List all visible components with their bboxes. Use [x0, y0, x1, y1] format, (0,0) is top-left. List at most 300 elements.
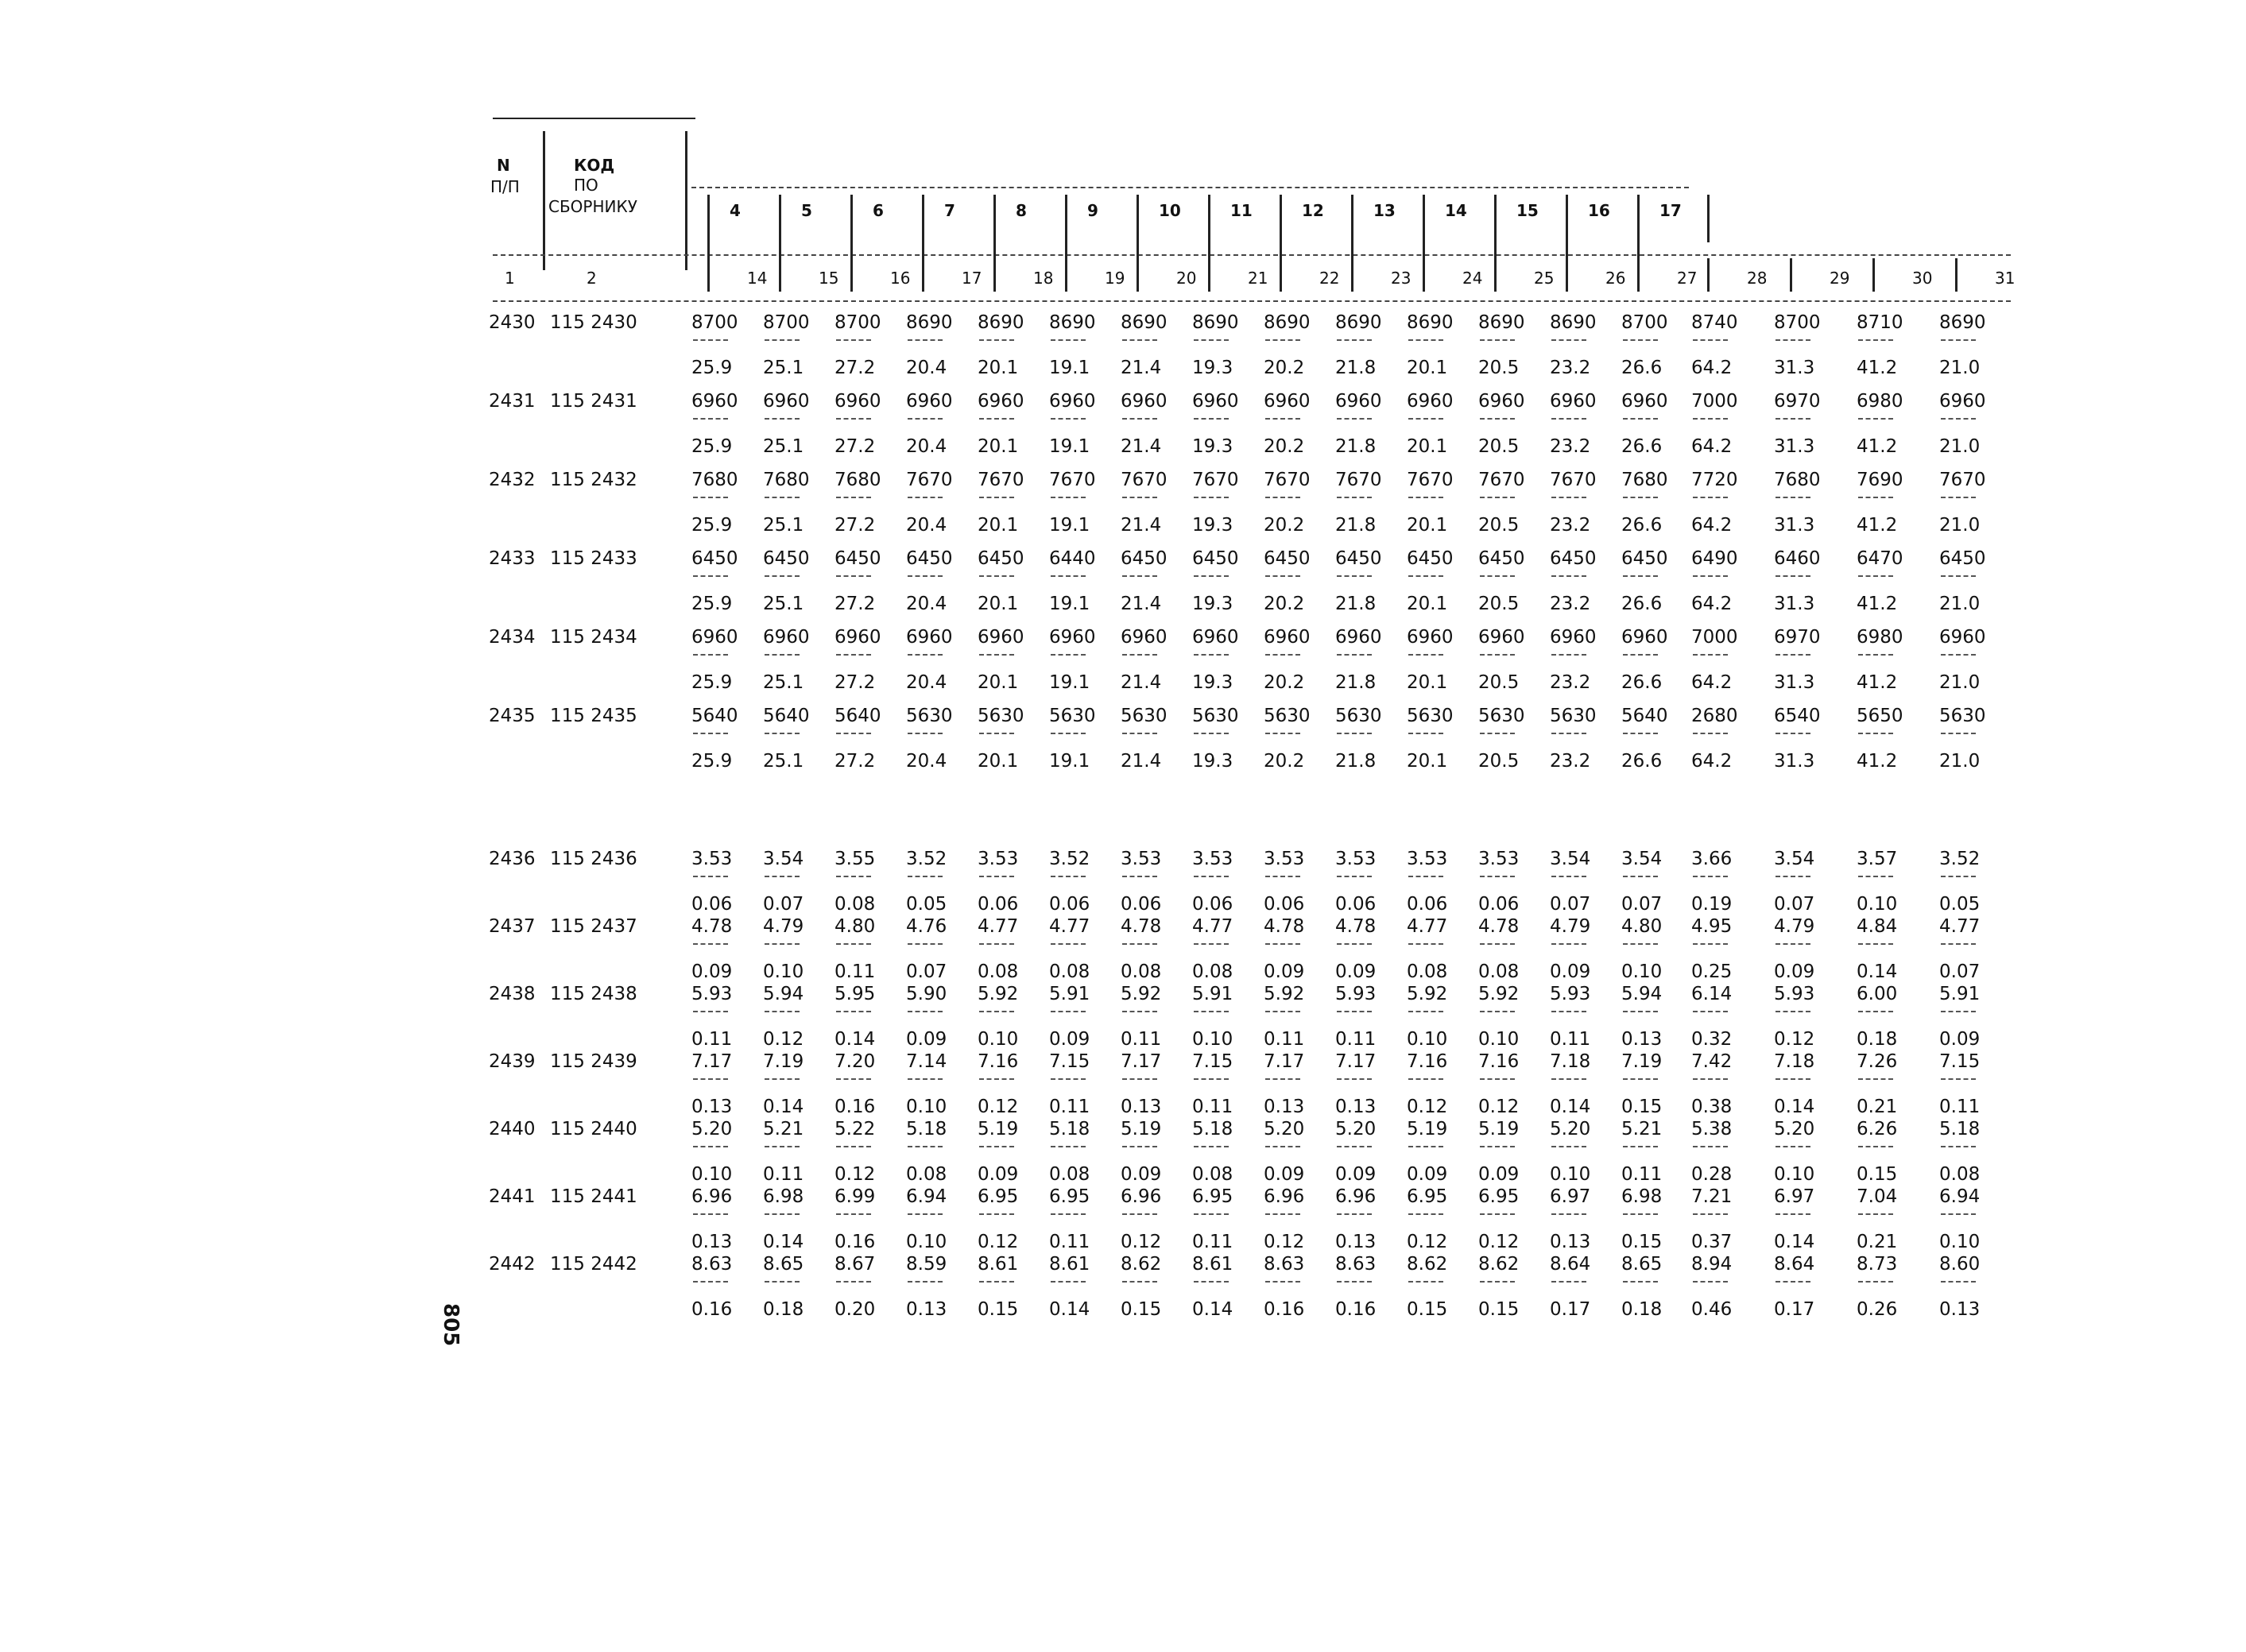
- fraction-separator: [1623, 1146, 1658, 1147]
- fraction-separator: [1480, 733, 1515, 734]
- value-cell: 3.52: [1049, 849, 1090, 869]
- header-column-number: 15: [1516, 201, 1539, 220]
- ratio-cell: 41.2: [1857, 515, 1898, 536]
- fraction-separator: [908, 497, 943, 498]
- fraction-separator: [908, 418, 943, 420]
- value-cell: 4.78: [1264, 916, 1305, 937]
- header-column-number: 1: [505, 269, 515, 288]
- ratio-cell: 25.1: [763, 436, 804, 457]
- ratio-cell: 0.08: [978, 961, 1019, 982]
- ratio-cell: 41.2: [1857, 358, 1898, 378]
- fraction-separator: [1408, 654, 1443, 656]
- ratio-cell: 27.2: [835, 594, 876, 614]
- row-number: 2437: [489, 916, 536, 937]
- fraction-separator: [836, 876, 871, 877]
- ratio-cell: 20.1: [1407, 358, 1448, 378]
- ratio-cell: 0.14: [835, 1029, 876, 1050]
- fraction-separator: [1337, 876, 1372, 877]
- ratio-cell: 0.06: [978, 894, 1019, 915]
- ratio-cell: 0.09: [1478, 1164, 1520, 1185]
- ratio-cell: 27.2: [835, 751, 876, 772]
- fraction-separator: [1408, 497, 1443, 498]
- value-cell: 5.21: [763, 1119, 804, 1139]
- ratio-cell: 0.14: [1049, 1299, 1090, 1320]
- header-dashed-rule: [691, 187, 1689, 188]
- fraction-separator: [693, 1213, 728, 1215]
- fraction-separator: [1051, 497, 1086, 498]
- value-cell: 7670: [1478, 470, 1525, 490]
- fraction-separator: [1337, 943, 1372, 945]
- value-cell: 3.53: [691, 849, 733, 869]
- value-cell: 6440: [1049, 548, 1096, 569]
- fraction-separator: [1051, 876, 1086, 877]
- value-cell: 5.92: [1121, 984, 1162, 1004]
- value-cell: 5.94: [763, 984, 804, 1004]
- ratio-cell: 20.1: [1407, 751, 1448, 772]
- value-cell: 7670: [1939, 470, 1986, 490]
- header-column-number: 5: [801, 201, 812, 220]
- fraction-separator: [1693, 339, 1728, 341]
- value-cell: 4.78: [1335, 916, 1377, 937]
- value-cell: 5.20: [1264, 1119, 1305, 1139]
- fraction-separator: [1776, 876, 1810, 877]
- value-cell: 5.38: [1691, 1119, 1733, 1139]
- ratio-cell: 25.1: [763, 515, 804, 536]
- ratio-cell: 0.10: [1478, 1029, 1520, 1050]
- value-cell: 7.42: [1691, 1051, 1733, 1072]
- ratio-cell: 0.07: [1550, 894, 1591, 915]
- ratio-cell: 0.09: [1774, 961, 1815, 982]
- value-cell: 7.17: [1335, 1051, 1377, 1072]
- value-cell: 8.63: [691, 1254, 733, 1275]
- header-column-number: 20: [1176, 269, 1197, 288]
- fraction-separator: [908, 339, 943, 341]
- fraction-separator: [1265, 339, 1300, 341]
- ratio-cell: 0.10: [691, 1164, 733, 1185]
- ratio-cell: 20.1: [978, 436, 1019, 457]
- fraction-separator: [1623, 1078, 1658, 1080]
- ratio-cell: 25.9: [691, 515, 733, 536]
- ratio-cell: 0.06: [1478, 894, 1520, 915]
- value-cell: 6980: [1857, 627, 1903, 648]
- value-cell: 6960: [906, 391, 953, 412]
- fraction-separator: [1858, 575, 1893, 577]
- ratio-cell: 20.2: [1264, 358, 1305, 378]
- ratio-cell: 20.5: [1478, 751, 1520, 772]
- fraction-separator: [979, 1146, 1014, 1147]
- fraction-separator: [979, 1281, 1014, 1283]
- fraction-separator: [979, 943, 1014, 945]
- fraction-separator: [1941, 654, 1976, 656]
- fraction-separator: [1408, 1213, 1443, 1215]
- value-cell: 7670: [1550, 470, 1597, 490]
- value-cell: 3.53: [1192, 849, 1233, 869]
- header-divider: [543, 131, 545, 270]
- value-cell: 8700: [835, 312, 881, 333]
- ratio-cell: 0.08: [1049, 961, 1090, 982]
- ratio-cell: 0.12: [978, 1232, 1019, 1252]
- ratio-cell: 0.17: [1774, 1299, 1815, 1320]
- value-cell: 6960: [1264, 627, 1311, 648]
- value-cell: 6960: [835, 627, 881, 648]
- value-cell: 5.92: [1264, 984, 1305, 1004]
- header-divider: [779, 258, 781, 292]
- fraction-separator: [1858, 497, 1893, 498]
- value-cell: 7670: [1264, 470, 1311, 490]
- fraction-separator: [1122, 943, 1157, 945]
- fraction-separator: [1623, 876, 1658, 877]
- value-cell: 3.52: [906, 849, 947, 869]
- fraction-separator: [1337, 339, 1372, 341]
- fraction-separator: [979, 1011, 1014, 1012]
- fraction-separator: [693, 654, 728, 656]
- value-cell: 8.64: [1550, 1254, 1591, 1275]
- header-column-number: 9: [1087, 201, 1098, 220]
- header-divider: [1137, 258, 1139, 292]
- value-cell: 6.98: [1621, 1186, 1663, 1207]
- fraction-separator: [908, 1213, 943, 1215]
- ratio-cell: 0.18: [1621, 1299, 1663, 1320]
- row-code: 115 2430: [550, 312, 637, 333]
- value-cell: 5.92: [1407, 984, 1448, 1004]
- fraction-separator: [1408, 1146, 1443, 1147]
- value-cell: 3.54: [1621, 849, 1663, 869]
- ratio-cell: 20.4: [906, 672, 947, 693]
- value-cell: 6960: [1192, 627, 1239, 648]
- ratio-cell: 0.13: [691, 1232, 733, 1252]
- fraction-separator: [1858, 1213, 1893, 1215]
- fraction-separator: [1693, 1213, 1728, 1215]
- value-cell: 4.84: [1857, 916, 1898, 937]
- ratio-cell: 0.12: [1121, 1232, 1162, 1252]
- value-cell: 8.61: [1192, 1254, 1233, 1275]
- fraction-separator: [1480, 876, 1515, 877]
- fraction-separator: [979, 339, 1014, 341]
- value-cell: 6450: [763, 548, 810, 569]
- fraction-separator: [1408, 943, 1443, 945]
- ratio-cell: 0.09: [1335, 961, 1377, 982]
- row-number: 2433: [489, 548, 536, 569]
- ratio-cell: 0.06: [1407, 894, 1448, 915]
- header-po-label: ПО: [574, 176, 598, 195]
- header-column-number: 8: [1016, 201, 1027, 220]
- header-column-number: 22: [1319, 269, 1340, 288]
- value-cell: 7.17: [1121, 1051, 1162, 1072]
- value-cell: 6450: [1939, 548, 1986, 569]
- fraction-separator: [765, 339, 800, 341]
- ratio-cell: 0.12: [1407, 1097, 1448, 1117]
- fraction-separator: [1858, 1281, 1893, 1283]
- value-cell: 8.73: [1857, 1254, 1898, 1275]
- value-cell: 6960: [1049, 627, 1096, 648]
- ratio-cell: 31.3: [1774, 594, 1815, 614]
- ratio-cell: 0.10: [906, 1232, 947, 1252]
- fraction-separator: [1194, 418, 1229, 420]
- value-cell: 6.97: [1550, 1186, 1591, 1207]
- ratio-cell: 20.2: [1264, 751, 1305, 772]
- value-cell: 5640: [835, 706, 881, 726]
- ratio-cell: 31.3: [1774, 751, 1815, 772]
- fraction-separator: [1551, 497, 1586, 498]
- ratio-cell: 21.0: [1939, 436, 1981, 457]
- ratio-cell: 0.11: [1121, 1029, 1162, 1050]
- fraction-separator: [1051, 1213, 1086, 1215]
- header-divider: [1423, 258, 1425, 292]
- header-column-number: 17: [1659, 201, 1682, 220]
- fraction-separator: [1194, 1281, 1229, 1283]
- value-cell: 8.94: [1691, 1254, 1733, 1275]
- header-divider: [1280, 258, 1282, 292]
- header-divider: [1872, 258, 1875, 292]
- ratio-cell: 0.15: [1621, 1232, 1663, 1252]
- value-cell: 7670: [1049, 470, 1096, 490]
- ratio-cell: 0.12: [1478, 1097, 1520, 1117]
- value-cell: 7670: [1121, 470, 1168, 490]
- fraction-separator: [1623, 1213, 1658, 1215]
- ratio-cell: 0.15: [1407, 1299, 1448, 1320]
- header-divider: [1208, 258, 1210, 292]
- fraction-separator: [1265, 1213, 1300, 1215]
- value-cell: 4.78: [1121, 916, 1162, 937]
- value-cell: 8690: [1335, 312, 1382, 333]
- header-divider: [707, 258, 710, 292]
- fraction-separator: [693, 1146, 728, 1147]
- value-cell: 6960: [1478, 391, 1525, 412]
- fraction-separator: [908, 575, 943, 577]
- fraction-separator: [979, 1078, 1014, 1080]
- ratio-cell: 21.4: [1121, 751, 1162, 772]
- ratio-cell: 23.2: [1550, 751, 1591, 772]
- ratio-cell: 0.13: [1550, 1232, 1591, 1252]
- ratio-cell: 0.11: [1049, 1097, 1090, 1117]
- value-cell: 6960: [1621, 391, 1668, 412]
- value-cell: 7.15: [1939, 1051, 1981, 1072]
- ratio-cell: 0.06: [1335, 894, 1377, 915]
- value-cell: 6450: [1550, 548, 1597, 569]
- value-cell: 5630: [1478, 706, 1525, 726]
- value-cell: 6960: [978, 391, 1024, 412]
- ratio-cell: 0.10: [1621, 961, 1663, 982]
- ratio-cell: 19.3: [1192, 358, 1233, 378]
- ratio-cell: 0.28: [1691, 1164, 1733, 1185]
- value-cell: 4.77: [978, 916, 1019, 937]
- ratio-cell: 23.2: [1550, 672, 1591, 693]
- value-cell: 8710: [1857, 312, 1903, 333]
- value-cell: 5640: [691, 706, 738, 726]
- fraction-separator: [1693, 497, 1728, 498]
- header-divider: [1637, 258, 1640, 292]
- value-cell: 7.18: [1774, 1051, 1815, 1072]
- fraction-separator: [765, 1078, 800, 1080]
- header-column-number: 26: [1605, 269, 1626, 288]
- fraction-separator: [1122, 1281, 1157, 1283]
- ratio-cell: 21.0: [1939, 358, 1981, 378]
- fraction-separator: [836, 1146, 871, 1147]
- fraction-separator: [1408, 733, 1443, 734]
- header-divider: [1494, 258, 1497, 292]
- ratio-cell: 25.9: [691, 672, 733, 693]
- ratio-cell: 0.10: [1550, 1164, 1591, 1185]
- ratio-cell: 20.4: [906, 358, 947, 378]
- ratio-cell: 41.2: [1857, 672, 1898, 693]
- value-cell: 8700: [1774, 312, 1821, 333]
- row-code: 115 2431: [550, 391, 637, 412]
- ratio-cell: 20.1: [1407, 436, 1448, 457]
- value-cell: 3.55: [835, 849, 876, 869]
- ratio-cell: 0.12: [835, 1164, 876, 1185]
- ratio-cell: 0.07: [1774, 894, 1815, 915]
- value-cell: 7.15: [1192, 1051, 1233, 1072]
- fraction-separator: [1122, 876, 1157, 877]
- value-cell: 5.20: [1774, 1119, 1815, 1139]
- fraction-separator: [1408, 876, 1443, 877]
- ratio-cell: 0.05: [906, 894, 947, 915]
- ratio-cell: 0.11: [1939, 1097, 1981, 1117]
- ratio-cell: 20.1: [1407, 672, 1448, 693]
- header-column-number: 4: [730, 201, 741, 220]
- ratio-cell: 21.8: [1335, 672, 1377, 693]
- fraction-separator: [1194, 733, 1229, 734]
- ratio-cell: 20.4: [906, 515, 947, 536]
- fraction-separator: [1337, 1078, 1372, 1080]
- ratio-cell: 21.4: [1121, 672, 1162, 693]
- ratio-cell: 0.08: [906, 1164, 947, 1185]
- value-cell: 4.80: [835, 916, 876, 937]
- ratio-cell: 20.1: [978, 672, 1019, 693]
- ratio-cell: 23.2: [1550, 436, 1591, 457]
- header-divider: [1707, 258, 1710, 292]
- header-divider: [922, 258, 924, 292]
- header-column-number: 16: [1588, 201, 1610, 220]
- fraction-separator: [1551, 575, 1586, 577]
- ratio-cell: 31.3: [1774, 672, 1815, 693]
- ratio-cell: 0.09: [1335, 1164, 1377, 1185]
- ratio-cell: 26.6: [1621, 515, 1663, 536]
- ratio-cell: 21.8: [1335, 594, 1377, 614]
- value-cell: 4.77: [1192, 916, 1233, 937]
- value-cell: 5630: [1550, 706, 1597, 726]
- value-cell: 7.19: [763, 1051, 804, 1072]
- value-cell: 6470: [1857, 548, 1903, 569]
- ratio-cell: 0.20: [835, 1299, 876, 1320]
- fraction-separator: [1265, 943, 1300, 945]
- fraction-separator: [1693, 654, 1728, 656]
- ratio-cell: 21.0: [1939, 672, 1981, 693]
- ratio-cell: 64.2: [1691, 672, 1733, 693]
- row-code: 115 2441: [550, 1186, 637, 1207]
- value-cell: 7680: [835, 470, 881, 490]
- fraction-separator: [1337, 1011, 1372, 1012]
- ratio-cell: 0.12: [978, 1097, 1019, 1117]
- ratio-cell: 20.2: [1264, 515, 1305, 536]
- ratio-cell: 0.13: [1621, 1029, 1663, 1050]
- page-number: 805: [439, 1303, 463, 1347]
- value-cell: 7.16: [1407, 1051, 1448, 1072]
- ratio-cell: 19.1: [1049, 594, 1090, 614]
- value-cell: 5630: [1939, 706, 1986, 726]
- value-cell: 4.77: [1049, 916, 1090, 937]
- value-cell: 8700: [691, 312, 738, 333]
- ratio-cell: 25.9: [691, 436, 733, 457]
- ratio-cell: 26.6: [1621, 358, 1663, 378]
- ratio-cell: 0.15: [1621, 1097, 1663, 1117]
- ratio-cell: 0.08: [1939, 1164, 1981, 1185]
- fraction-separator: [979, 1213, 1014, 1215]
- header-column-number: 7: [944, 201, 955, 220]
- ratio-cell: 0.09: [1939, 1029, 1981, 1050]
- ratio-cell: 0.15: [978, 1299, 1019, 1320]
- ratio-cell: 20.5: [1478, 672, 1520, 693]
- ratio-cell: 0.09: [1550, 961, 1591, 982]
- fraction-separator: [1194, 654, 1229, 656]
- row-number: 2441: [489, 1186, 536, 1207]
- value-cell: 6.95: [1478, 1186, 1520, 1207]
- ratio-cell: 0.06: [1264, 894, 1305, 915]
- value-cell: 6.95: [1407, 1186, 1448, 1207]
- value-cell: 8.61: [978, 1254, 1019, 1275]
- value-cell: 6960: [1264, 391, 1311, 412]
- fraction-separator: [836, 733, 871, 734]
- value-cell: 6.96: [1121, 1186, 1162, 1207]
- ratio-cell: 0.16: [1264, 1299, 1305, 1320]
- value-cell: 3.53: [978, 849, 1019, 869]
- fraction-separator: [1551, 339, 1586, 341]
- header-column-number: 30: [1912, 269, 1933, 288]
- row-code: 115 2436: [550, 849, 637, 869]
- value-cell: 6960: [691, 627, 738, 648]
- fraction-separator: [836, 1011, 871, 1012]
- ratio-cell: 0.14: [1192, 1299, 1233, 1320]
- fraction-separator: [979, 418, 1014, 420]
- value-cell: 6960: [1121, 627, 1168, 648]
- ratio-cell: 20.5: [1478, 594, 1520, 614]
- header-column-number: 11: [1230, 201, 1253, 220]
- header-dashed-rule: [493, 254, 2011, 256]
- ratio-cell: 0.38: [1691, 1097, 1733, 1117]
- ratio-cell: 26.6: [1621, 672, 1663, 693]
- fraction-separator: [1337, 497, 1372, 498]
- fraction-separator: [908, 876, 943, 877]
- ratio-cell: 20.2: [1264, 672, 1305, 693]
- fraction-separator: [1337, 1281, 1372, 1283]
- value-cell: 5630: [1121, 706, 1168, 726]
- fraction-separator: [1194, 497, 1229, 498]
- fraction-separator: [1194, 876, 1229, 877]
- fraction-separator: [979, 497, 1014, 498]
- fraction-separator: [1480, 418, 1515, 420]
- fraction-separator: [1337, 733, 1372, 734]
- ratio-cell: 25.1: [763, 594, 804, 614]
- row-code: 115 2434: [550, 627, 637, 648]
- value-cell: 6.00: [1857, 984, 1898, 1004]
- value-cell: 5.91: [1192, 984, 1233, 1004]
- fraction-separator: [1858, 876, 1893, 877]
- ratio-cell: 0.16: [691, 1299, 733, 1320]
- value-cell: 6960: [835, 391, 881, 412]
- ratio-cell: 19.3: [1192, 515, 1233, 536]
- value-cell: 4.77: [1939, 916, 1981, 937]
- ratio-cell: 0.21: [1857, 1097, 1898, 1117]
- fraction-separator: [1776, 733, 1810, 734]
- ratio-cell: 0.10: [1192, 1029, 1233, 1050]
- row-number: 2430: [489, 312, 536, 333]
- ratio-cell: 21.8: [1335, 358, 1377, 378]
- ratio-cell: 0.10: [1857, 894, 1898, 915]
- value-cell: 8690: [978, 312, 1024, 333]
- value-cell: 7670: [906, 470, 953, 490]
- fraction-separator: [693, 876, 728, 877]
- value-cell: 3.54: [1774, 849, 1815, 869]
